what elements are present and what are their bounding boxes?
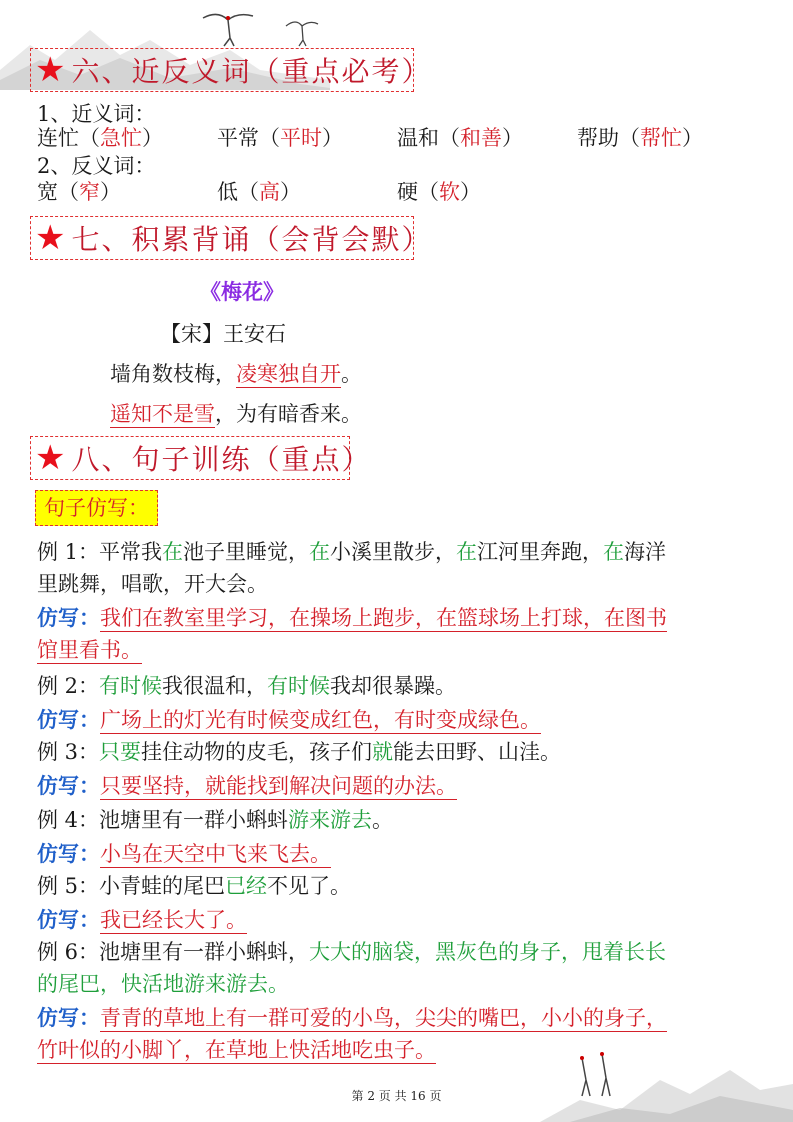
answer: 和善 bbox=[460, 126, 502, 150]
poem-title: 《梅花》 bbox=[200, 279, 284, 304]
star-icon: ★ bbox=[35, 218, 68, 258]
poem-line-2: 遥知不是雪，为有暗香来。 bbox=[110, 402, 362, 426]
section-title: 七、积累背诵（会背会默） bbox=[71, 223, 432, 256]
example-1: 例 1：平常我在池子里睡觉，在小溪里散步，在江河里奔跑，在海洋 bbox=[37, 540, 667, 564]
imitation-3: 仿写：只要坚持，就能找到解决问题的办法。 bbox=[37, 773, 457, 798]
crane-icon bbox=[282, 14, 322, 48]
poem-line-1: 墙角数枝梅，凌寒独自开。 bbox=[110, 362, 362, 386]
antonyms-heading: 2、反义词： bbox=[37, 154, 156, 178]
example-1-cont: 里跳舞，唱歌，开大会。 bbox=[37, 572, 268, 596]
poem-answer: 遥知不是雪 bbox=[110, 402, 215, 426]
example-2: 例 2：有时候我很温和，有时候我却很暴躁。 bbox=[37, 674, 457, 698]
imitation-6: 仿写：青青的草地上有一群可爱的小鸟，尖尖的嘴巴，小小的身子， bbox=[37, 1005, 667, 1030]
example-6: 例 6：池塘里有一群小蝌蚪，大大的脑袋，黑灰色的身子，甩着长长 bbox=[37, 940, 667, 964]
page-footer: 第 2 页 共 16 页 bbox=[351, 1089, 442, 1103]
answer: 平时 bbox=[280, 126, 322, 150]
example-3: 例 3：只要挂住动物的皮毛，孩子们就能去田野、山洼。 bbox=[37, 740, 562, 764]
example-6-cont: 的尾巴，快活地游来游去。 bbox=[37, 972, 289, 996]
imitation-4: 仿写：小鸟在天空中飞来飞去。 bbox=[37, 841, 331, 866]
sentence-imitation-tag: 句子仿写： bbox=[35, 490, 158, 526]
synonym-row: 连忙（急忙） 平常（平时） 温和（和善） 帮助（帮忙） bbox=[37, 126, 703, 150]
answer: 软 bbox=[439, 180, 460, 204]
answer: 高 bbox=[259, 180, 280, 204]
example-4: 例 4：池塘里有一群小蝌蚪游来游去。 bbox=[37, 808, 394, 832]
crane-icon bbox=[198, 8, 258, 48]
example-5: 例 5：小青蛙的尾巴已经不见了。 bbox=[37, 874, 352, 898]
imitation-6-cont: 竹叶似的小脚丫，在草地上快活地吃虫子。 bbox=[37, 1038, 436, 1062]
star-icon: ★ bbox=[35, 438, 68, 478]
imitation-1: 仿写：我们在教室里学习，在操场上跑步，在篮球场上打球，在图书 bbox=[37, 605, 667, 630]
imitation-5: 仿写：我已经长大了。 bbox=[37, 907, 247, 932]
star-icon: ★ bbox=[35, 50, 68, 90]
answer: 窄 bbox=[79, 180, 100, 204]
section-title: 八、句子训练（重点） bbox=[71, 443, 372, 476]
section-title: 六、近反义词（重点必考） bbox=[71, 55, 432, 88]
answer: 帮忙 bbox=[640, 126, 682, 150]
answer: 急忙 bbox=[100, 126, 142, 150]
imitation-2: 仿写：广场上的灯光有时候变成红色，有时变成绿色。 bbox=[37, 707, 541, 732]
poem-author: 【宋】王安石 bbox=[160, 322, 286, 346]
section-header-antonyms bbox=[30, 48, 432, 92]
poem-answer: 凌寒独自开 bbox=[236, 362, 341, 386]
imitation-1-cont: 馆里看书。 bbox=[37, 638, 142, 662]
synonyms-heading: 1、近义词： bbox=[37, 102, 156, 126]
section-header-sentences bbox=[30, 436, 372, 480]
section-header-recitation bbox=[30, 216, 432, 260]
antonym-row: 宽（窄） 低（高） 硬（软） bbox=[37, 180, 481, 204]
